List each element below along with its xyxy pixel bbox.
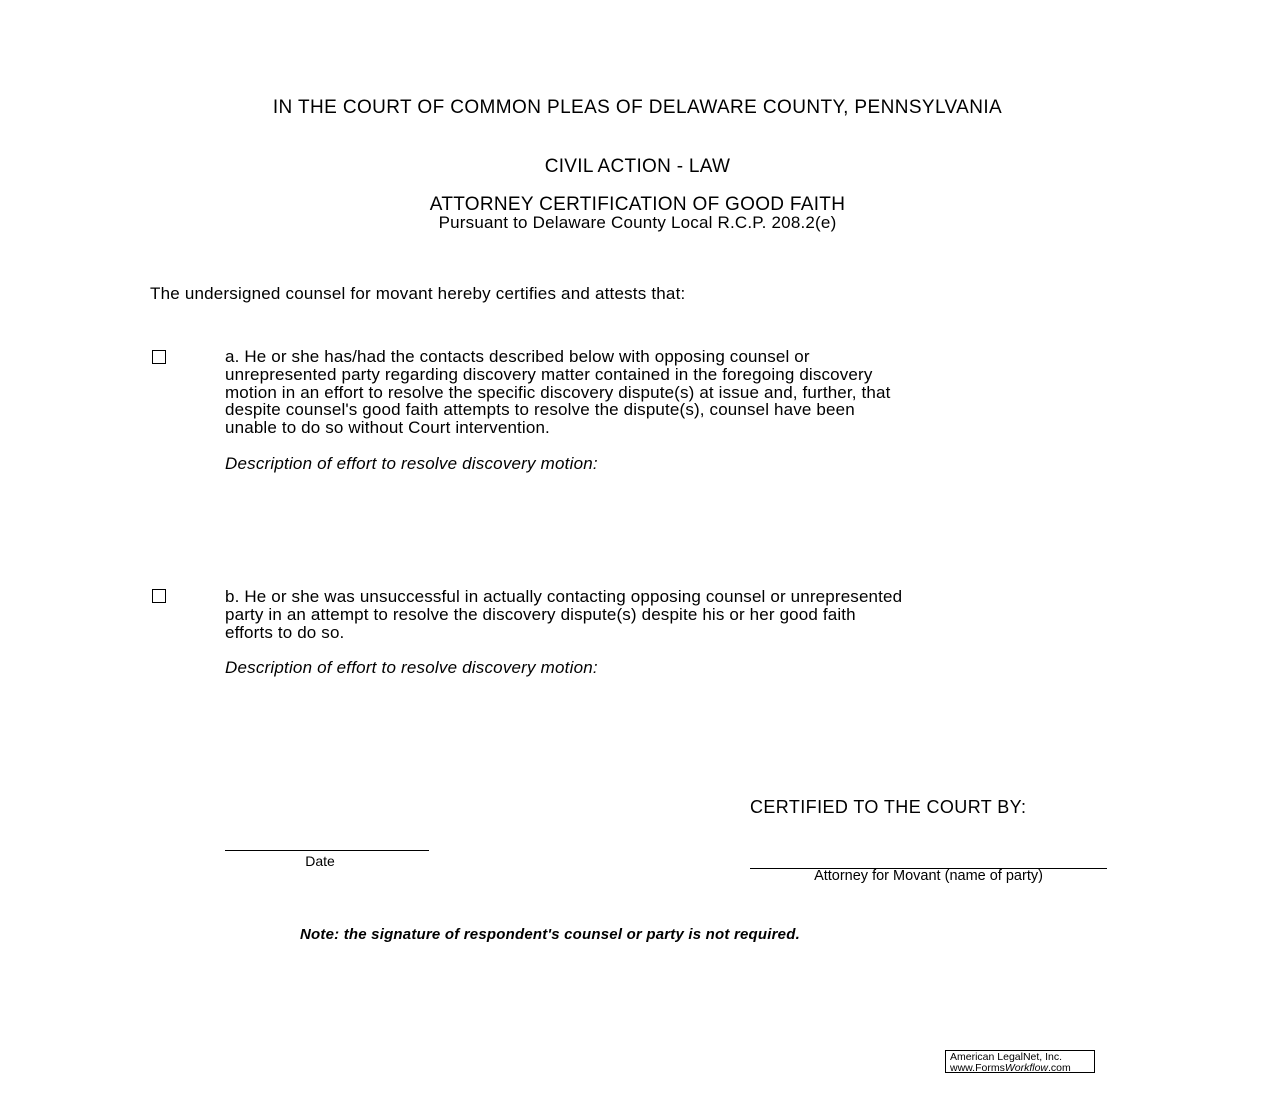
document-title: ATTORNEY CERTIFICATION OF GOOD FAITH [429,194,846,215]
option-a-line: despite counsel's good faith attempts to resolve the dispute(s), counsel have been [225,400,855,420]
date-signature-line[interactable] [225,850,429,851]
certified-label: CERTIFIED TO THE COURT BY: [750,797,1027,817]
court-title: IN THE COURT OF COMMON PLEAS OF DELAWARE COUNTY, PENNSYLVANIA [272,97,1003,118]
option-b-line: party in an attempt to resolve the discovery dispute(s) despite his or her good faith [225,604,856,624]
publisher-url-prefix: www.Forms [950,1062,1005,1074]
option-b-line: efforts to do so. [225,622,345,642]
intro-statement: The undersigned counsel for movant hereby certifies and attests that: [150,284,686,303]
option-a-line: unrepresented party regarding discovery matter contained in the foregoing discovery [225,364,873,384]
option-b-text [225,588,1125,641]
option-a-description-label: Description of effort to resolve discovery motion: [225,454,598,473]
publisher-url-suffix: .com [1048,1062,1071,1074]
publisher-brand-box [945,1050,1095,1073]
signature-note: Note: the signature of respondent's counsel or party is not required. [300,926,800,943]
attorney-label: Attorney for Movant (name of party) [814,868,1043,884]
option-b-line: b. He or she was unsuccessful in actually contacting opposing counsel or unrepresented [225,587,903,606]
option-b-description-label: Description of effort to resolve discovery motion: [225,658,598,677]
option-b-checkbox[interactable] [152,589,166,603]
publisher-url [950,1063,1094,1074]
document-subtitle: Pursuant to Delaware County Local R.C.P. 208.2(e) [438,213,837,232]
publisher-name: American LegalNet, Inc. [950,1051,1063,1063]
option-a-line: motion in an effort to resolve the specific discovery dispute(s) at issue and, further, that [225,382,891,402]
publisher-url-italic: Workflow [1004,1062,1049,1074]
option-a-line: unable to do so without Court intervention. [225,418,550,438]
option-a-line: a. He or she has/had the contacts described below with opposing counsel or [225,347,810,366]
date-label: Date [305,853,335,869]
option-a-checkbox[interactable] [152,350,166,364]
action-type: CIVIL ACTION - LAW [544,156,731,177]
option-a-text [225,348,1125,437]
